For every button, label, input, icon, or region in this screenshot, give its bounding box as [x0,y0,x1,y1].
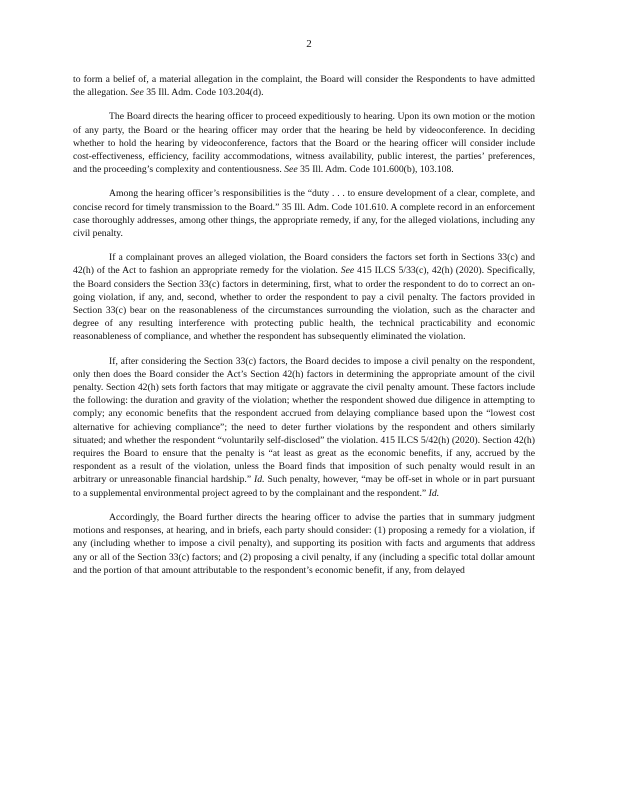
paragraph-text: to form a belief of, a material allegation in the complaint, the Board will consider the Respondents to have admitted the allegation. [73,74,535,99]
paragraph-text: Such penalty, however, “may be off-set in whole or in part pursuant to a supplemental environmental project agreed to by the complainant and the respondent.” [73,474,535,499]
document-body [73,73,535,588]
citation-signal: See [284,164,298,176]
citation-signal: See [130,87,144,99]
paragraph-text: If, after considering the Section 33(c) factors, the Board decides to impose a civil penalty on the respondent, only then does the Board consider the Act’s Section 42(h) factors in determining the appropriate amount of the civil penalty. Section 42(h) sets forth factors that may mitigate or aggravate the civil penalty amount. These factors include the following: the duration and gravity of the violation; whether the respondent showed due diligence in attempting to comply; any economic benefits that the respondent accrued from delaying compliance based upon the “lowest cost alternative for achieving compliance”; the need to deter further violations by the respondent and others similarly situated; and whether the respondent “voluntarily self-disclosed” the violation. 415 ILCS 5/42(h) (2020). Section 42(h) requires the Board to ensure that the penalty is “at least as great as the economic benefits, if any, accrued by the respondent as a result of the violation, unless the Board finds that imposition of such penalty would result in an arbitrary or unreasonable financial hardship.” [73,355,535,486]
page-number: 2 [306,38,312,50]
paragraph-section-33c-factors [73,251,535,343]
paragraph-hearing-officer-duties [73,187,535,240]
paragraph-text: If a complainant proves an alleged violation, the Board considers the factors set forth in Sections 33(c) and 42(h) of the Act to fashion an appropriate remedy for the violation. [73,252,535,277]
paragraph-text: Among the hearing officer’s responsibilities is the “duty . . . to ensure development of a clear, complete, and concise record for timely transmission to the Board.” 35 Ill. Adm. Code 101.610. A complete record in an enforcement case thoroughly addresses, among other things, the appropriate remedy, if any, for the alleged violations, including any civil penalty. [73,188,535,240]
paragraph-admission [73,73,535,99]
paragraph-text: The Board directs the hearing officer to proceed expeditiously to hearing. Upon its own motion or the motion of any party, the Board or the hearing officer may order that the hearing be held by videoconference. In deciding whether to hold the hearing by videoconference, factors that the Board or the hearing officer will consider include cost-effectiveness, efficiency, facility accommodations, witness availability, public interest, the parties’ preferences, and the proceeding’s complexity and contentiousness. [73,111,535,176]
paragraph-section-42h-factors [73,355,535,500]
paragraph-hearing-videoconference [73,110,535,176]
paragraph-directions-to-parties [73,511,535,577]
paragraph-text: 35 Ill. Adm. Code 101.600(b), 103.108. [297,164,454,176]
citation-signal: Id. [254,474,265,486]
citation-signal: Id. [428,487,440,499]
paragraph-text: 415 ILCS 5/33(c), 42(h) (2020). Specifically, the Board considers the Section 33(c) factors in determining, first, what to order the respondent to do to correct an on-going violation, if any, and, second, whether to order the respondent to pay a civil penalty. The factors provided in Section 33(c) bear on the reasonableness of the circumstances surrounding the violation, such as the character and degree of any resulting interference with protecting public health, the technical practicability and economic reasonableness of compliance, and whether the respondent has subsequently eliminated the violation. [73,265,535,343]
citation-signal: See [340,265,355,277]
paragraph-text: 35 Ill. Adm. Code 103.204(d). [143,87,264,99]
paragraph-text: Accordingly, the Board further directs the hearing officer to advise the parties that in summary judgment motions and responses, at hearing, and in briefs, each party should consider: (1) proposing a remedy for a violation, if any (including whether to impose a civil penalty), and supporting its position with facts and arguments that address any or all of the Section 33(c) factors; and (2) proposing a civil penalty, if any (including a specific total dollar amount and the portion of that amount attributable to the respondent’s economic benefit, if any, from delayed [73,511,535,576]
